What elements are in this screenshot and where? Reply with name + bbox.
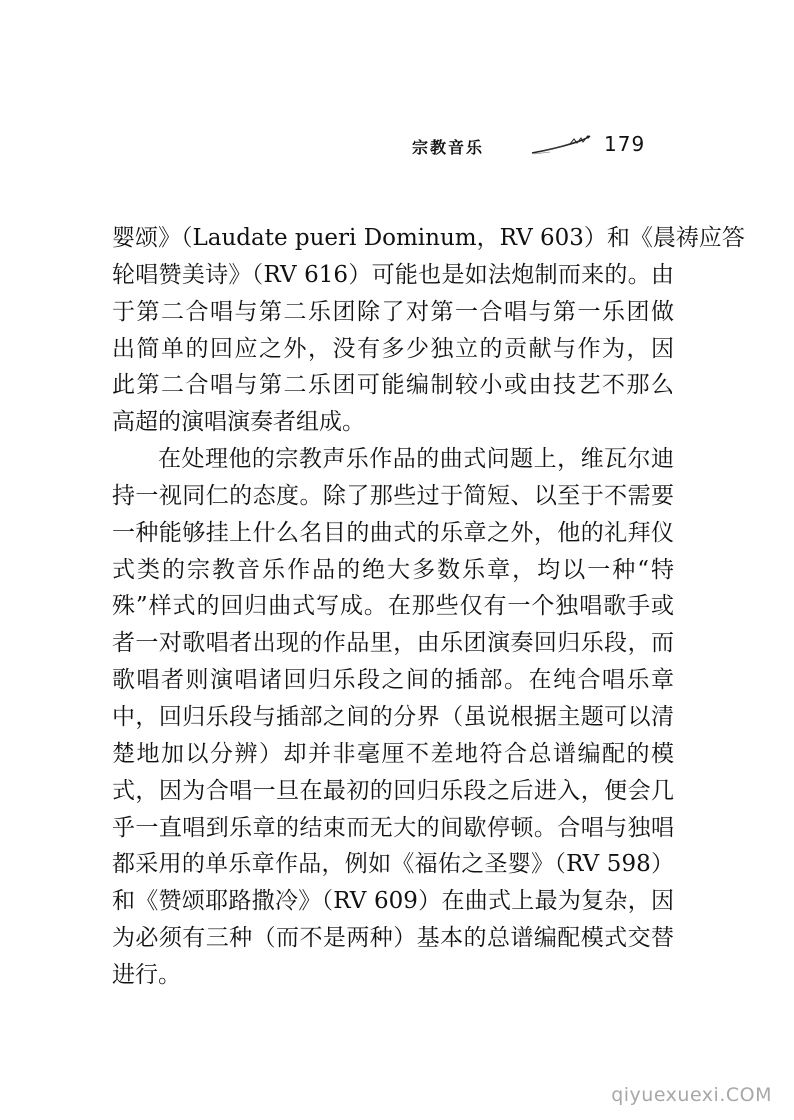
text-line: 者一对歌唱者出现的作品里，由乐团演奏回归乐段，而	[112, 630, 674, 657]
text-line: 于第二合唱与第二乐团除了对第一合唱与第一乐团做	[112, 298, 674, 325]
text-line: 进行。	[112, 961, 181, 988]
running-header	[412, 133, 662, 163]
text-line: 在处理他的宗教声乐作品的曲式问题上，维瓦尔迪	[158, 446, 674, 473]
text-line: 此第二合唱与第二乐团可能编制较小或由技艺不那么	[112, 372, 674, 399]
text-line: 楚地加以分辨）却并非毫厘不差地符合总谱编配的模	[112, 740, 674, 767]
text-line: 歌唱者则演唱诸回归乐段之间的插部。在纯合唱乐章	[112, 667, 674, 694]
text-line: 持一视同仁的态度。除了那些过于简短、以至于不需要	[112, 482, 674, 509]
text-line: 一种能够挂上什么名目的曲式的乐章之外，他的礼拜仪	[112, 519, 674, 546]
text-line: 都采用的单乐章作品，例如《福佑之圣婴》（RV 598）	[112, 851, 674, 878]
text-line: 殊”样式的回归曲式写成。在那些仅有一个独唱歌手或	[112, 593, 674, 620]
text-line: 高超的演唱演奏者组成。	[112, 409, 365, 436]
chapter-title: 宗教音乐	[412, 138, 485, 157]
paragraph-2	[112, 441, 674, 994]
text-line: 为必须有三种（而不是两种）基本的总谱编配模式交替	[112, 925, 674, 952]
text-line: 出简单的回应之外，没有多少独立的贡献与作为，因	[112, 335, 674, 362]
page-number: 179	[604, 132, 646, 156]
ornament-icon	[530, 133, 592, 159]
text-line: 轮唱赞美诗》（RV 616）可能也是如法炮制而来的。由	[112, 261, 674, 288]
text-line: 婴颂》（Laudate pueri Dominum，RV 603）和《晨祷应答	[112, 225, 745, 251]
text-line: 式，因为合唱一旦在最初的回归乐段之后进入，便会几	[112, 777, 674, 804]
body-text	[112, 220, 745, 994]
text-line: 和《赞颂耶路撒冷》（RV 609）在曲式上最为复杂，因	[112, 888, 674, 915]
text-line: 乎一直唱到乐章的结束而无大的间歇停顿。合唱与独唱	[112, 814, 674, 841]
text-line: 式类的宗教音乐作品的绝大多数乐章，均以一种“特	[112, 556, 674, 583]
paragraph-1	[112, 220, 745, 441]
watermark: qiyuexuexi.COM	[611, 1084, 772, 1106]
text-line: 中，回归乐段与插部之间的分界（虽说根据主题可以清	[112, 703, 674, 730]
